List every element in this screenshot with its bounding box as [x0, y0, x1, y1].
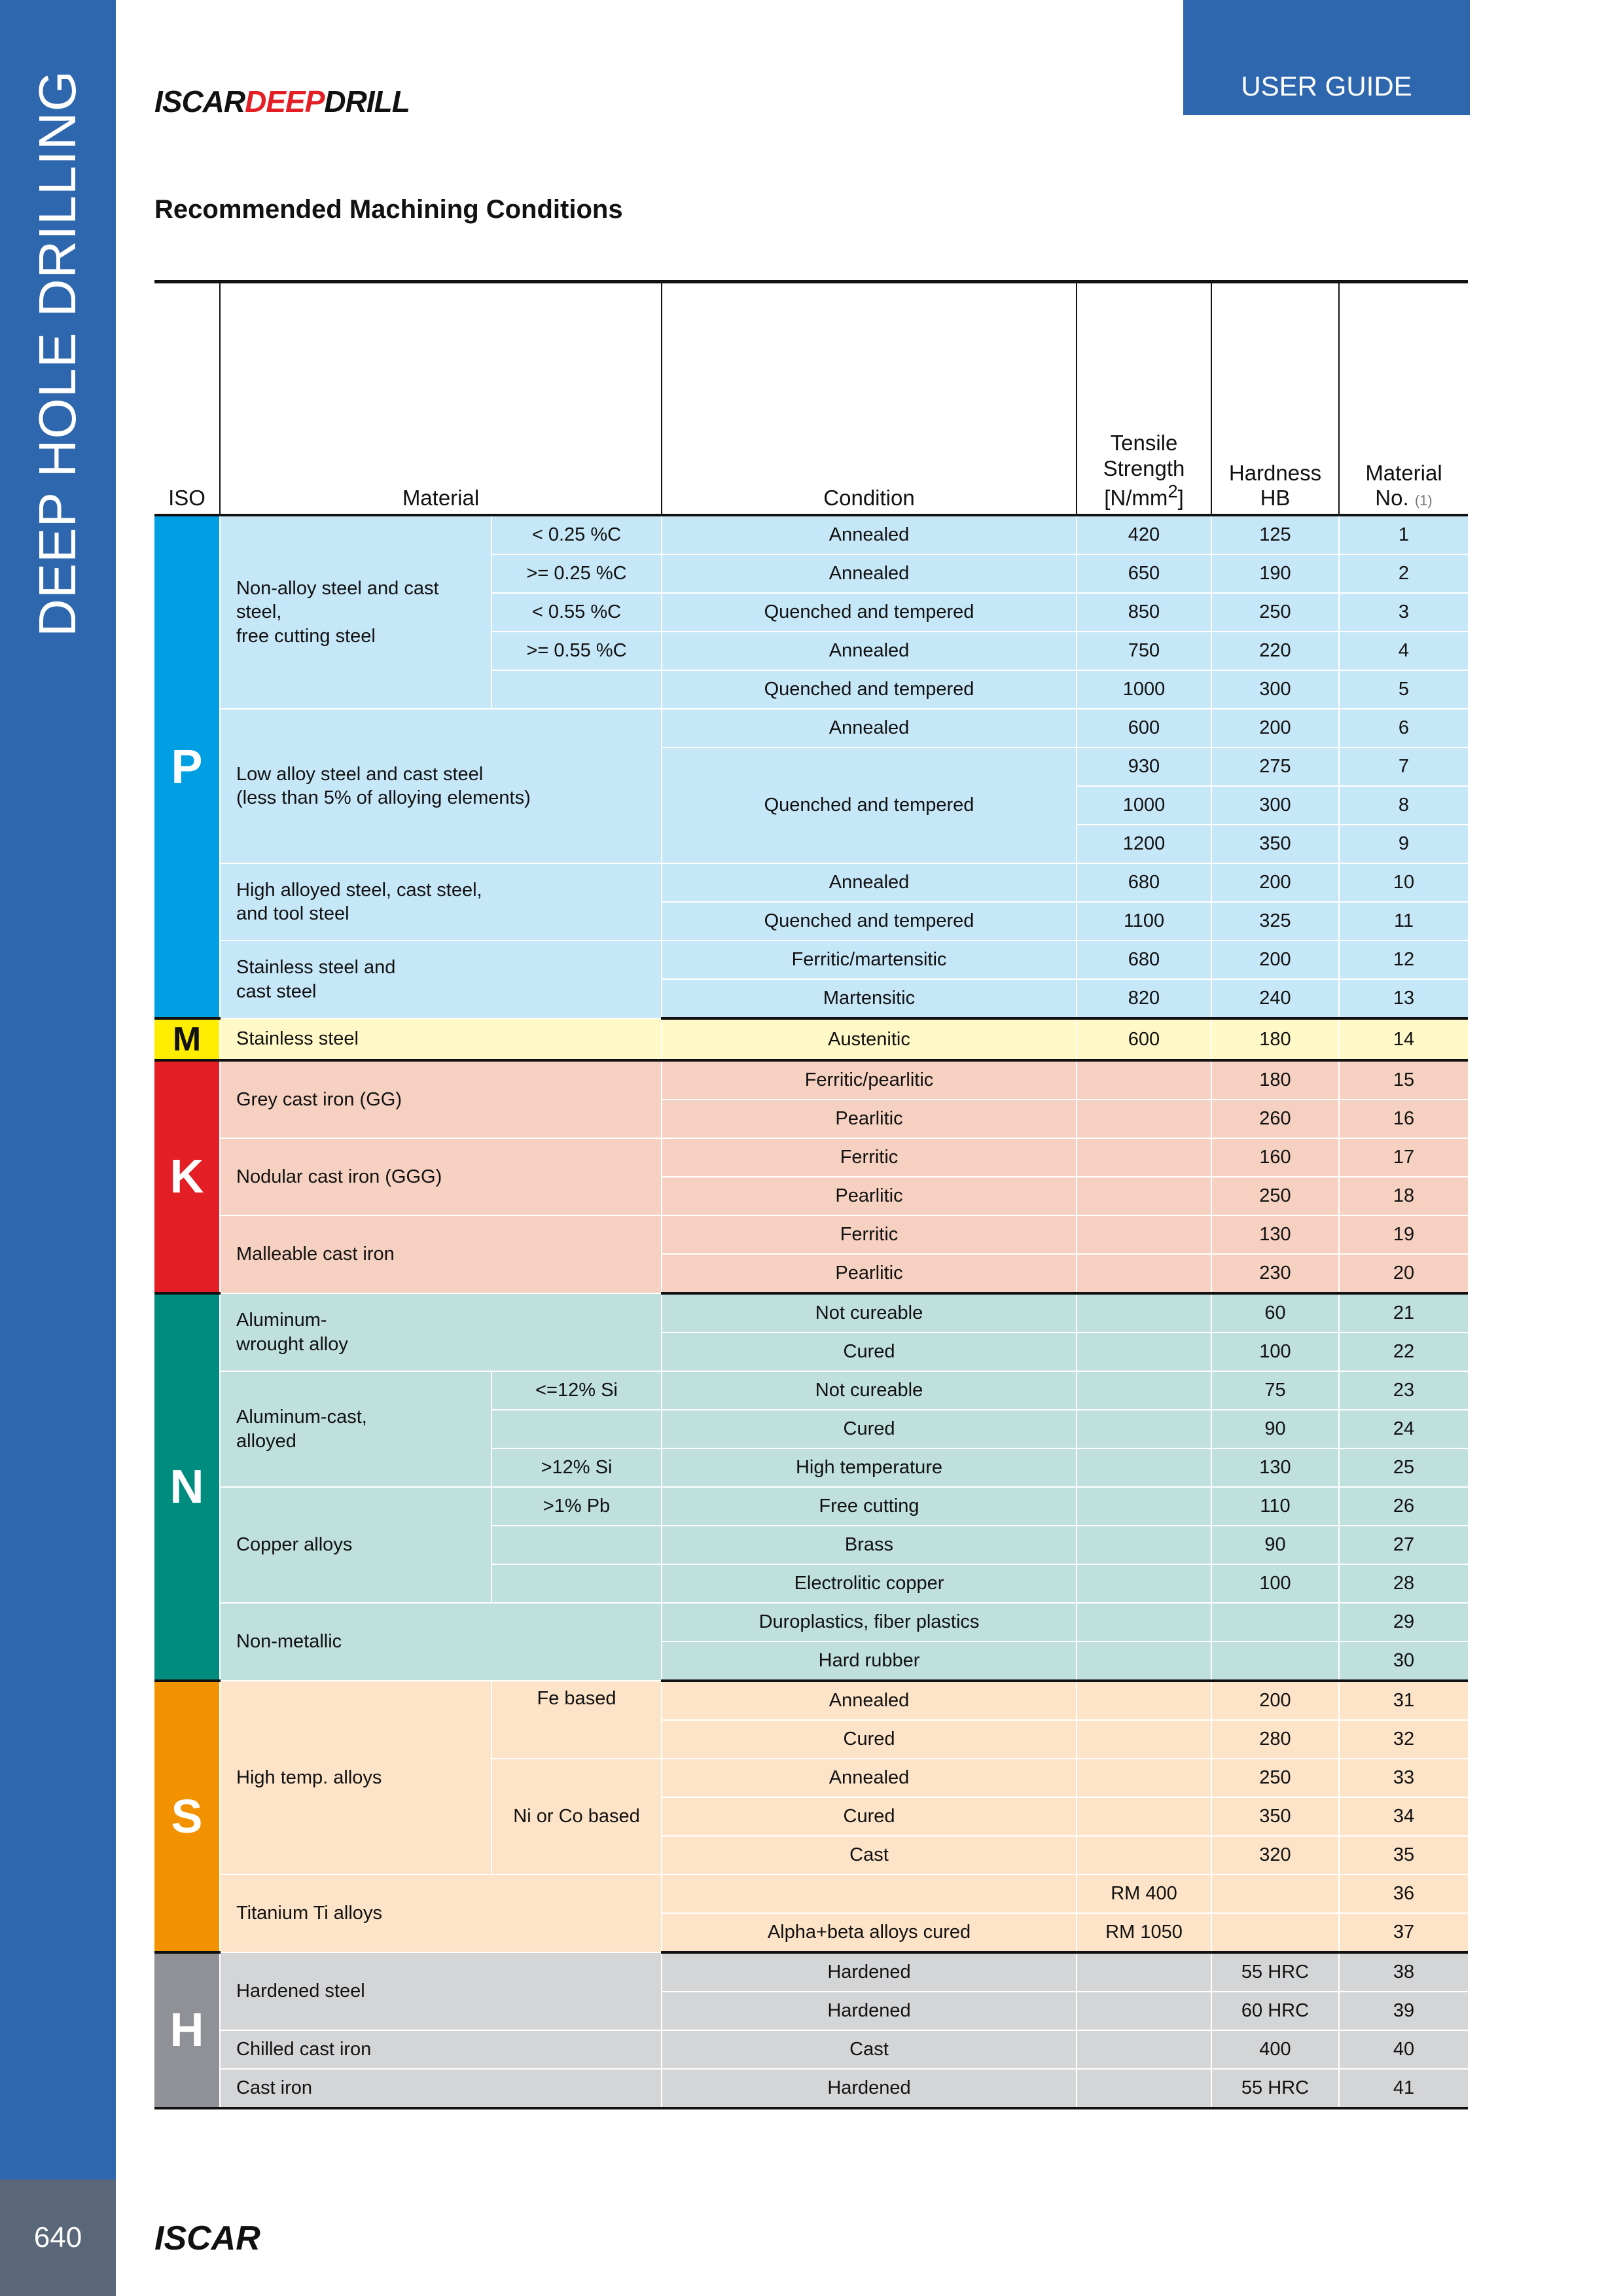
hardness-cell: 300: [1211, 786, 1339, 825]
material-no-cell: 31: [1339, 1681, 1468, 1720]
hardness-cell: 325: [1211, 902, 1339, 941]
condition-cell: Cast: [662, 2030, 1077, 2069]
tensile-cell: [1077, 1641, 1211, 1681]
material-no-cell: 4: [1339, 632, 1468, 670]
table-row: [154, 941, 1468, 979]
tensile-close: ]: [1177, 486, 1184, 511]
logo-part-2: DEEP: [245, 84, 325, 118]
tensile-cell: [1077, 1526, 1211, 1564]
material-no-cell: 30: [1339, 1641, 1468, 1681]
hardness-cell: 90: [1211, 1410, 1339, 1448]
hardness-cell: 240: [1211, 979, 1339, 1018]
material-no-cell: 9: [1339, 825, 1468, 863]
hardness-line-1: Hardness: [1228, 460, 1322, 485]
tensile-cell: 600: [1077, 1018, 1211, 1060]
page-title: Recommended Machining Conditions: [154, 195, 623, 224]
header-hardness: [1211, 282, 1339, 516]
material-no-cell: 15: [1339, 1060, 1468, 1100]
condition-cell: Hardened: [662, 1952, 1077, 1992]
condition-cell: Hardened: [662, 2069, 1077, 2108]
condition-cell: Annealed: [662, 515, 1077, 554]
tensile-cell: [1077, 1410, 1211, 1448]
material-no-cell: 19: [1339, 1215, 1468, 1254]
material-no-cell: 38: [1339, 1952, 1468, 1992]
hardness-cell: 250: [1211, 593, 1339, 632]
hardness-cell: 110: [1211, 1487, 1339, 1526]
hardness-cell: 55 HRC: [1211, 1952, 1339, 1992]
hardness-cell: 250: [1211, 1177, 1339, 1215]
hardness-cell: 200: [1211, 709, 1339, 747]
tensile-cell: 600: [1077, 709, 1211, 747]
material-cell: Copper alloys: [220, 1487, 491, 1603]
material-no-cell: 41: [1339, 2069, 1468, 2108]
condition-cell: Electrolitic copper: [662, 1564, 1077, 1603]
hardness-cell: [1211, 1603, 1339, 1641]
material-no-cell: 28: [1339, 1564, 1468, 1603]
hardness-cell: [1211, 1874, 1339, 1913]
material-no-cell: 24: [1339, 1410, 1468, 1448]
tensile-cell: [1077, 1448, 1211, 1487]
header-iso: ISO: [154, 282, 220, 516]
condition-cell: [662, 1874, 1077, 1913]
hardness-cell: 90: [1211, 1526, 1339, 1564]
tensile-cell: [1077, 1681, 1211, 1720]
material-line-2: free cutting steel: [236, 625, 376, 647]
hardness-line-2: HB: [1260, 486, 1291, 511]
tensile-cell: 680: [1077, 863, 1211, 902]
condition-cell: Duroplastics, fiber plastics: [662, 1603, 1077, 1641]
hardness-cell: 350: [1211, 825, 1339, 863]
condition-cell: Cured: [662, 1797, 1077, 1836]
material-cell: [220, 1371, 491, 1487]
hardness-cell: 260: [1211, 1100, 1339, 1138]
hardness-cell: 220: [1211, 632, 1339, 670]
header-material: Material: [220, 282, 662, 516]
material-no-cell: 22: [1339, 1333, 1468, 1371]
condition-cell: Cured: [662, 1720, 1077, 1759]
hardness-cell: 180: [1211, 1060, 1339, 1100]
table-row: [154, 1293, 1468, 1333]
condition-cell: Annealed: [662, 632, 1077, 670]
condition-cell: Pearlitic: [662, 1177, 1077, 1215]
material-cell: [220, 863, 662, 941]
hardness-cell: 230: [1211, 1254, 1339, 1293]
iso-m-cell: M: [154, 1018, 220, 1060]
tensile-cell: [1077, 1720, 1211, 1759]
condition-cell: Brass: [662, 1526, 1077, 1564]
material-cell: Cast iron: [220, 2069, 662, 2108]
sub-cell: [491, 1410, 662, 1448]
condition-cell: Cured: [662, 1410, 1077, 1448]
hardness-cell: 160: [1211, 1138, 1339, 1177]
material-no-cell: 10: [1339, 863, 1468, 902]
hardness-cell: 400: [1211, 2030, 1339, 2069]
material-cell: [220, 1293, 662, 1371]
material-line-1: Aluminum-: [236, 1310, 327, 1331]
tensile-cell: 680: [1077, 941, 1211, 979]
sub-cell: >1% Pb: [491, 1487, 662, 1526]
sub-cell: >= 0.25 %C: [491, 554, 662, 593]
tensile-line-3: [N/mm: [1104, 486, 1168, 511]
material-no-cell: 8: [1339, 786, 1468, 825]
hardness-cell: 55 HRC: [1211, 2069, 1339, 2108]
material-cell: High temp. alloys: [220, 1681, 491, 1874]
condition-cell: Pearlitic: [662, 1254, 1077, 1293]
material-no-cell: 12: [1339, 941, 1468, 979]
table-row: [154, 1874, 1468, 1913]
machining-conditions-table: [154, 280, 1468, 2109]
material-no-cell: 36: [1339, 1874, 1468, 1913]
table-header-row: [154, 282, 1468, 516]
material-line-2: cast steel: [236, 980, 317, 1002]
tensile-cell: RM 1050: [1077, 1913, 1211, 1952]
tensile-cell: [1077, 1177, 1211, 1215]
material-no-cell: 29: [1339, 1603, 1468, 1641]
material-no-cell: 25: [1339, 1448, 1468, 1487]
material-cell: [220, 709, 662, 863]
header-tensile: [1077, 282, 1211, 516]
tensile-cell: [1077, 1371, 1211, 1410]
table-row: [154, 1018, 1468, 1060]
tensile-cell: RM 400: [1077, 1874, 1211, 1913]
table-row: [154, 1603, 1468, 1641]
material-line-1: Aluminum-cast,: [236, 1407, 367, 1428]
iscar-deepdrill-logo: [154, 84, 410, 119]
material-no-cell: 6: [1339, 709, 1468, 747]
tensile-superscript: 2: [1168, 481, 1178, 502]
table-row: [154, 2030, 1468, 2069]
hardness-cell: 100: [1211, 1564, 1339, 1603]
sub-cell: < 0.55 %C: [491, 593, 662, 632]
condition-cell: Cured: [662, 1333, 1077, 1371]
tensile-cell: 650: [1077, 554, 1211, 593]
condition-cell: Hard rubber: [662, 1641, 1077, 1681]
tensile-cell: [1077, 1603, 1211, 1641]
condition-cell: Annealed: [662, 709, 1077, 747]
hardness-cell: 190: [1211, 554, 1339, 593]
condition-cell: Not cureable: [662, 1371, 1077, 1410]
tensile-cell: 820: [1077, 979, 1211, 1018]
sub-cell: Ni or Co based: [491, 1759, 662, 1874]
hardness-cell: 100: [1211, 1333, 1339, 1371]
iso-p-cell: P: [154, 515, 220, 1018]
material-cell: Stainless steel: [220, 1018, 662, 1060]
tensile-cell: [1077, 1487, 1211, 1526]
tensile-cell: 1100: [1077, 902, 1211, 941]
material-no-cell: 17: [1339, 1138, 1468, 1177]
hardness-cell: 280: [1211, 1720, 1339, 1759]
material-cell: [220, 941, 662, 1018]
tensile-cell: [1077, 2030, 1211, 2069]
condition-cell: Quenched and tempered: [662, 902, 1077, 941]
material-cell: [220, 515, 491, 709]
tensile-cell: [1077, 1564, 1211, 1603]
hardness-cell: 300: [1211, 670, 1339, 709]
logo-part-1: ISCAR: [154, 84, 245, 118]
material-line-1: High alloyed steel, cast steel,: [236, 879, 482, 901]
hardness-cell: [1211, 1641, 1339, 1681]
condition-cell: Cast: [662, 1836, 1077, 1874]
tensile-cell: 1000: [1077, 786, 1211, 825]
section-title: DEEP HOLE DRILLING: [28, 70, 86, 637]
table-row: [154, 709, 1468, 747]
material-no-cell: 7: [1339, 747, 1468, 786]
tensile-cell: [1077, 1293, 1211, 1333]
material-cell: Nodular cast iron (GGG): [220, 1138, 662, 1215]
tensile-cell: [1077, 2069, 1211, 2108]
hardness-cell: [1211, 1913, 1339, 1952]
tensile-cell: [1077, 1138, 1211, 1177]
sub-cell: >12% Si: [491, 1448, 662, 1487]
table-row: [154, 863, 1468, 902]
table-row: [154, 515, 1468, 554]
condition-cell: Martensitic: [662, 979, 1077, 1018]
material-no-cell: 14: [1339, 1018, 1468, 1060]
condition-cell: Ferritic: [662, 1138, 1077, 1177]
table-row: [154, 1138, 1468, 1177]
matno-note: (1): [1414, 492, 1433, 509]
material-no-cell: 18: [1339, 1177, 1468, 1215]
material-no-cell: 13: [1339, 979, 1468, 1018]
condition-cell: Hardened: [662, 1992, 1077, 2030]
table-row: [154, 1371, 1468, 1410]
tensile-cell: [1077, 1215, 1211, 1254]
tensile-cell: 850: [1077, 593, 1211, 632]
matno-line-2: No.: [1375, 486, 1409, 511]
tensile-cell: 1000: [1077, 670, 1211, 709]
material-no-cell: 1: [1339, 515, 1468, 554]
tensile-cell: [1077, 1836, 1211, 1874]
table-row: [154, 1060, 1468, 1100]
material-no-cell: 16: [1339, 1100, 1468, 1138]
condition-cell: Ferritic/martensitic: [662, 941, 1077, 979]
material-no-cell: 2: [1339, 554, 1468, 593]
material-no-cell: 40: [1339, 2030, 1468, 2069]
user-guide-badge: USER GUIDE: [1183, 0, 1470, 115]
table-row: [154, 1215, 1468, 1254]
material-no-cell: 39: [1339, 1992, 1468, 2030]
hardness-cell: 60: [1211, 1293, 1339, 1333]
hardness-cell: 275: [1211, 747, 1339, 786]
condition-cell: Austenitic: [662, 1018, 1077, 1060]
condition-cell: Alpha+beta alloys cured: [662, 1913, 1077, 1952]
sub-cell: <=12% Si: [491, 1371, 662, 1410]
condition-cell: Pearlitic: [662, 1100, 1077, 1138]
hardness-cell: 200: [1211, 863, 1339, 902]
material-no-cell: 3: [1339, 593, 1468, 632]
material-line-1: Stainless steel and: [236, 957, 396, 978]
sub-cell: [491, 1564, 662, 1603]
material-cell: Titanium Ti alloys: [220, 1874, 662, 1952]
tensile-cell: [1077, 1100, 1211, 1138]
sub-cell: < 0.25 %C: [491, 515, 662, 554]
hardness-cell: 130: [1211, 1215, 1339, 1254]
condition-cell: Quenched and tempered: [662, 747, 1077, 863]
sub-cell: [491, 670, 662, 709]
material-no-cell: 23: [1339, 1371, 1468, 1410]
sub-cell: [491, 1526, 662, 1564]
hardness-cell: 200: [1211, 1681, 1339, 1720]
table-row: [154, 1952, 1468, 1992]
condition-cell: Quenched and tempered: [662, 670, 1077, 709]
condition-cell: Quenched and tempered: [662, 593, 1077, 632]
page-number: 640: [33, 2221, 82, 2253]
condition-cell: Annealed: [662, 554, 1077, 593]
header-material-no: [1339, 282, 1468, 516]
tensile-cell: 750: [1077, 632, 1211, 670]
material-no-cell: 35: [1339, 1836, 1468, 1874]
iso-h-cell: H: [154, 1952, 220, 2108]
material-no-cell: 5: [1339, 670, 1468, 709]
tensile-cell: [1077, 1759, 1211, 1797]
logo-part-3: DRILL: [324, 84, 410, 118]
material-line-2: (less than 5% of alloying elements): [236, 787, 531, 808]
material-no-cell: 37: [1339, 1913, 1468, 1952]
material-no-cell: 33: [1339, 1759, 1468, 1797]
condition-cell: Annealed: [662, 1681, 1077, 1720]
material-cell: Chilled cast iron: [220, 2030, 662, 2069]
tensile-cell: [1077, 1797, 1211, 1836]
material-no-cell: 21: [1339, 1293, 1468, 1333]
tensile-cell: 1200: [1077, 825, 1211, 863]
hardness-cell: 350: [1211, 1797, 1339, 1836]
sub-cell: >= 0.55 %C: [491, 632, 662, 670]
material-line-1: Low alloy steel and cast steel: [236, 763, 484, 785]
matno-line-1: Material: [1365, 460, 1442, 485]
condition-cell: Ferritic/pearlitic: [662, 1060, 1077, 1100]
hardness-cell: 200: [1211, 941, 1339, 979]
hardness-cell: 250: [1211, 1759, 1339, 1797]
condition-cell: Free cutting: [662, 1487, 1077, 1526]
tensile-cell: 930: [1077, 747, 1211, 786]
hardness-cell: 130: [1211, 1448, 1339, 1487]
hardness-cell: 60 HRC: [1211, 1992, 1339, 2030]
condition-cell: Annealed: [662, 863, 1077, 902]
material-line-2: wrought alloy: [236, 1333, 348, 1355]
condition-cell: Ferritic: [662, 1215, 1077, 1254]
material-cell: Malleable cast iron: [220, 1215, 662, 1293]
table-row: [154, 2069, 1468, 2108]
hardness-cell: 320: [1211, 1836, 1339, 1874]
tensile-cell: 420: [1077, 515, 1211, 554]
material-cell: Non-metallic: [220, 1603, 662, 1681]
condition-cell: Annealed: [662, 1759, 1077, 1797]
material-cell: Hardened steel: [220, 1952, 662, 2030]
table-row: [154, 1487, 1468, 1526]
condition-cell: High temperature: [662, 1448, 1077, 1487]
tensile-cell: [1077, 1060, 1211, 1100]
tensile-line-1: Tensile: [1110, 431, 1178, 456]
iso-k-cell: K: [154, 1060, 220, 1293]
condition-cell: Not cureable: [662, 1293, 1077, 1333]
material-no-cell: 26: [1339, 1487, 1468, 1526]
material-no-cell: 20: [1339, 1254, 1468, 1293]
iscar-footer-logo: ISCAR: [154, 2219, 260, 2257]
tensile-cell: [1077, 1333, 1211, 1371]
material-no-cell: 34: [1339, 1797, 1468, 1836]
material-no-cell: 11: [1339, 902, 1468, 941]
material-no-cell: 32: [1339, 1720, 1468, 1759]
hardness-cell: 75: [1211, 1371, 1339, 1410]
hardness-cell: 125: [1211, 515, 1339, 554]
header-condition: Condition: [662, 282, 1077, 516]
material-line-2: alloyed: [236, 1430, 296, 1452]
tensile-line-2: Strength: [1103, 456, 1185, 480]
table-row: [154, 1681, 1468, 1720]
iso-s-cell: S: [154, 1681, 220, 1952]
hardness-cell: 180: [1211, 1018, 1339, 1060]
sub-cell: Fe based: [491, 1681, 662, 1759]
iso-n-cell: N: [154, 1293, 220, 1681]
material-no-cell: 27: [1339, 1526, 1468, 1564]
material-cell: Grey cast iron (GG): [220, 1060, 662, 1138]
tensile-cell: [1077, 1992, 1211, 2030]
material-line-1: Non-alloy steel and cast steel,: [236, 578, 439, 623]
tensile-cell: [1077, 1952, 1211, 1992]
material-line-2: and tool steel: [236, 903, 349, 924]
tensile-cell: [1077, 1254, 1211, 1293]
